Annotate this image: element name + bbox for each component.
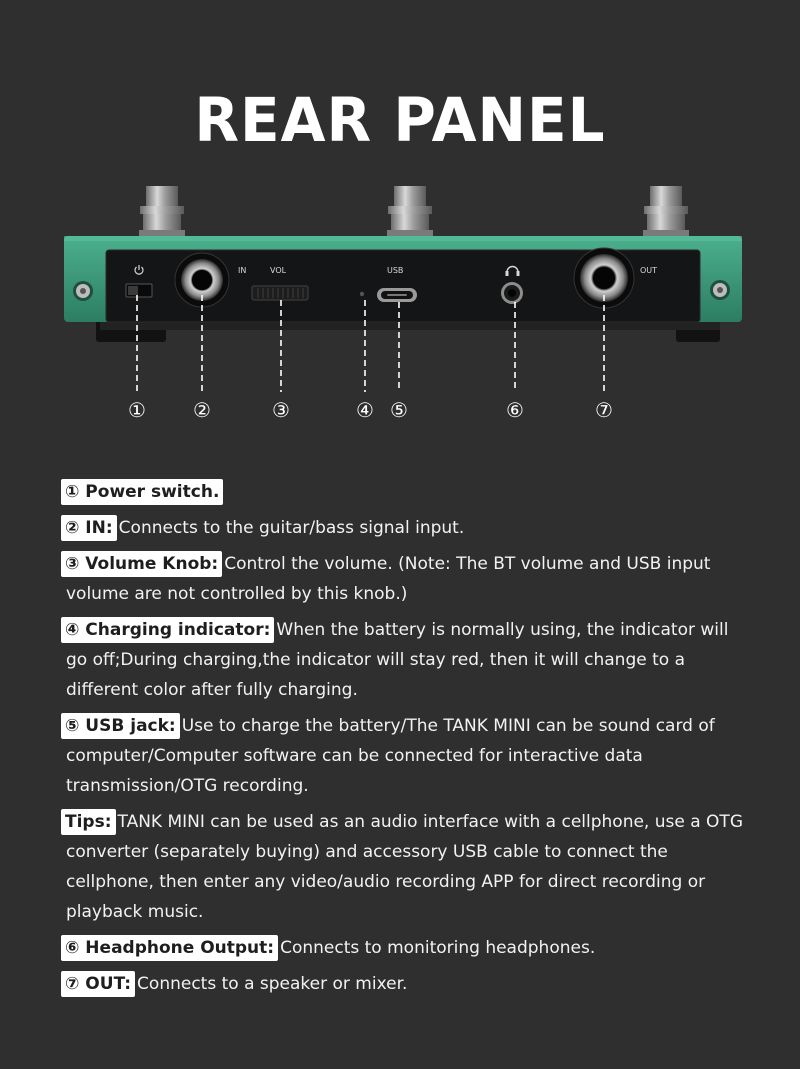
desc-charging-indicator — [61, 615, 751, 705]
desc-text: When the battery is normally using, the indicator will go off;During charging,the indicator will stay red, then it will change to a different color after fully charging. — [66, 620, 729, 700]
marker-6: ⑥ — [506, 398, 524, 422]
desc-power-switch — [61, 477, 751, 507]
marker-5: ⑤ — [390, 398, 408, 422]
desc-label: Tips: — [61, 809, 116, 835]
desc-tips — [61, 807, 751, 927]
desc-label: ② IN: — [61, 515, 117, 541]
desc-label: ⑤ USB jack: — [61, 713, 180, 739]
marker-7: ⑦ — [595, 398, 613, 422]
headphone-jack — [501, 282, 523, 304]
desc-text: Connects to monitoring headphones. — [280, 938, 596, 958]
desc-label: ③ Volume Knob: — [61, 551, 222, 577]
desc-label: ⑥ Headphone Output: — [61, 935, 278, 961]
footswitch-right — [643, 186, 689, 238]
footswitch-left — [139, 186, 185, 238]
usb-label: USB — [387, 266, 404, 275]
desc-headphone-output — [61, 933, 751, 963]
feature-descriptions — [61, 477, 751, 1005]
vol-label: VOL — [270, 266, 287, 275]
marker-3: ③ — [272, 398, 290, 422]
volume-knob — [252, 286, 308, 300]
marker-1: ① — [128, 398, 146, 422]
screw-right-icon — [710, 280, 730, 300]
desc-input — [61, 513, 751, 543]
marker-4: ④ — [356, 398, 374, 422]
page-title: REAR PANEL — [194, 84, 606, 156]
desc-text: Use to charge the battery/The TANK MINI can be sound card of computer/Computer software can be connected for interactive data transmission/OTG recording. — [66, 716, 715, 796]
desc-label: ① Power switch. — [61, 479, 223, 505]
usb-c-port — [377, 288, 417, 302]
charging-indicator-led — [360, 292, 364, 296]
rear-panel-illustration — [0, 170, 800, 430]
out-label: OUT — [640, 266, 658, 275]
desc-text: TANK MINI can be used as an audio interface with a cellphone, use a OTG converter (separately buying) and accessory USB cable to connect the cellphone, then enter any video/audio recording APP for direct recording or playback music. — [66, 812, 743, 922]
desc-usb-jack — [61, 711, 751, 801]
screw-left-icon — [73, 281, 93, 301]
footswitch-center — [387, 186, 433, 238]
desc-text: Connects to the guitar/bass signal input. — [118, 518, 465, 538]
desc-label: ⑦ OUT: — [61, 971, 135, 997]
in-label: IN — [238, 266, 247, 275]
desc-volume-knob — [61, 549, 751, 609]
desc-label: ④ Charging indicator: — [61, 617, 274, 643]
marker-2: ② — [193, 398, 211, 422]
desc-text: Control the volume. (Note: The BT volume and USB input volume are not controlled by this knob.) — [66, 554, 711, 604]
desc-output — [61, 969, 751, 999]
desc-text: Connects to a speaker or mixer. — [137, 974, 408, 994]
